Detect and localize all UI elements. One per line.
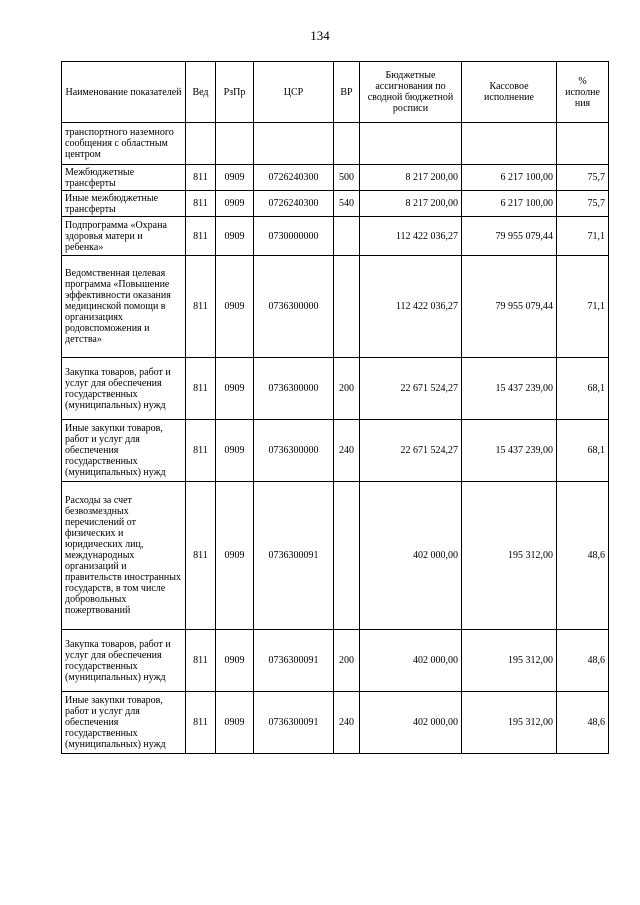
row-name: Межбюджетные трансферты [62, 165, 186, 191]
row-ved: 811 [186, 630, 216, 692]
row-ved [186, 123, 216, 165]
row-budget: 402 000,00 [360, 630, 462, 692]
row-percent: 68,1 [557, 358, 609, 420]
row-budget: 402 000,00 [360, 482, 462, 630]
row-cash: 6 217 100,00 [462, 165, 557, 191]
row-name: Закупка товаров, работ и услуг для обеспечения государственных (муниципальных) нужд [62, 630, 186, 692]
row-budget: 112 422 036,27 [360, 217, 462, 256]
row-budget: 112 422 036,27 [360, 256, 462, 358]
row-rzpr: 0909 [216, 217, 254, 256]
row-ved: 811 [186, 165, 216, 191]
row-rzpr: 0909 [216, 358, 254, 420]
row-vr: 200 [334, 358, 360, 420]
row-rzpr: 0909 [216, 165, 254, 191]
row-rzpr: 0909 [216, 692, 254, 754]
row-ved: 811 [186, 217, 216, 256]
row-cash: 195 312,00 [462, 630, 557, 692]
row-ved: 811 [186, 358, 216, 420]
table-row [62, 191, 609, 217]
row-name: транспортного наземного сообщения с областным центром [62, 123, 186, 165]
row-name: Ведомственная целевая программа «Повышение эффективности оказания медицинской помощи в организациях родовспоможения и детства» [62, 256, 186, 358]
row-rzpr: 0909 [216, 191, 254, 217]
row-csr: 0736300000 [254, 420, 334, 482]
table-row [62, 256, 609, 358]
table-row [62, 217, 609, 256]
row-ved: 811 [186, 256, 216, 358]
page-number: 134 [310, 28, 330, 43]
row-vr [334, 217, 360, 256]
row-percent: 71,1 [557, 217, 609, 256]
header-vr: ВР [334, 62, 360, 123]
table-row [62, 420, 609, 482]
row-name: Иные закупки товаров, работ и услуг для обеспечения государственных (муниципальных) нужд [62, 692, 186, 754]
row-name: Подпрограмма «Охрана здоровья матери и ребенка» [62, 217, 186, 256]
header-percent: % исполне ния [557, 62, 609, 123]
header-csr: ЦСР [254, 62, 334, 123]
row-ved: 811 [186, 482, 216, 630]
row-percent [557, 123, 609, 165]
row-percent: 48,6 [557, 692, 609, 754]
row-rzpr [216, 123, 254, 165]
row-vr: 500 [334, 165, 360, 191]
row-vr: 200 [334, 630, 360, 692]
table-row [62, 123, 609, 165]
row-cash: 79 955 079,44 [462, 217, 557, 256]
table-row [62, 692, 609, 754]
row-rzpr: 0909 [216, 256, 254, 358]
row-budget [360, 123, 462, 165]
budget-table [61, 61, 609, 754]
row-csr: 0736300091 [254, 630, 334, 692]
row-name: Расходы за счет безвозмездных перечислений от физических и юридических лиц, международных организаций и правительств иностранных государств, в том числе добровольных пожертвований [62, 482, 186, 630]
row-budget: 8 217 200,00 [360, 191, 462, 217]
row-csr: 0726240300 [254, 165, 334, 191]
row-csr: 0726240300 [254, 191, 334, 217]
row-percent: 48,6 [557, 630, 609, 692]
row-cash [462, 123, 557, 165]
row-cash: 6 217 100,00 [462, 191, 557, 217]
row-csr: 0736300091 [254, 692, 334, 754]
row-name: Иные межбюджетные трансферты [62, 191, 186, 217]
row-vr [334, 256, 360, 358]
row-percent: 75,7 [557, 165, 609, 191]
row-cash: 195 312,00 [462, 692, 557, 754]
row-ved: 811 [186, 692, 216, 754]
row-vr: 540 [334, 191, 360, 217]
row-budget: 22 671 524,27 [360, 358, 462, 420]
header-rzpr: РзПр [216, 62, 254, 123]
row-name: Иные закупки товаров, работ и услуг для обеспечения государственных (муниципальных) нужд [62, 420, 186, 482]
row-percent: 68,1 [557, 420, 609, 482]
row-vr [334, 482, 360, 630]
header-budget: Бюджетные ассигнования по сводной бюджетной росписи [360, 62, 462, 123]
row-budget: 22 671 524,27 [360, 420, 462, 482]
row-percent: 75,7 [557, 191, 609, 217]
table-row [62, 358, 609, 420]
row-csr: 0730000000 [254, 217, 334, 256]
row-ved: 811 [186, 191, 216, 217]
row-csr: 0736300091 [254, 482, 334, 630]
row-csr: 0736300000 [254, 256, 334, 358]
header-cash: Кассовое исполнение [462, 62, 557, 123]
row-vr: 240 [334, 420, 360, 482]
row-name: Закупка товаров, работ и услуг для обеспечения государственных (муниципальных) нужд [62, 358, 186, 420]
row-rzpr: 0909 [216, 420, 254, 482]
table-row [62, 630, 609, 692]
row-rzpr: 0909 [216, 482, 254, 630]
table-row [62, 482, 609, 630]
row-cash: 15 437 239,00 [462, 358, 557, 420]
row-rzpr: 0909 [216, 630, 254, 692]
row-budget: 402 000,00 [360, 692, 462, 754]
row-budget: 8 217 200,00 [360, 165, 462, 191]
row-cash: 79 955 079,44 [462, 256, 557, 358]
header-ved: Вед [186, 62, 216, 123]
row-percent: 71,1 [557, 256, 609, 358]
row-vr: 240 [334, 692, 360, 754]
row-vr [334, 123, 360, 165]
row-ved: 811 [186, 420, 216, 482]
row-cash: 15 437 239,00 [462, 420, 557, 482]
row-percent: 48,6 [557, 482, 609, 630]
table-header-row [62, 62, 609, 123]
header-name: Наименование показателей [62, 62, 186, 123]
row-csr: 0736300000 [254, 358, 334, 420]
row-csr [254, 123, 334, 165]
row-cash: 195 312,00 [462, 482, 557, 630]
table-row [62, 165, 609, 191]
